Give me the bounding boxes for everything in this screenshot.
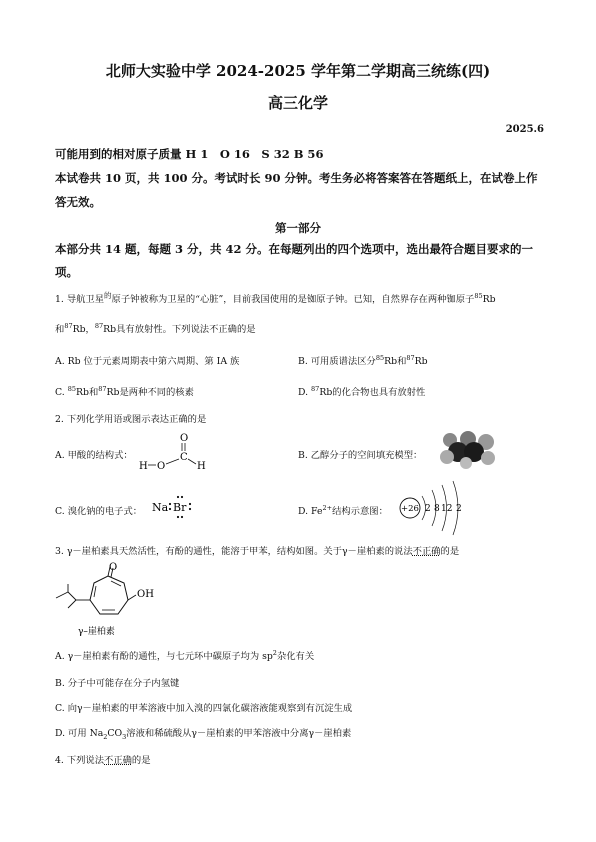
formula-subscript: 2 [103,732,108,741]
q1-optc-text: 是两种不同的核素 [119,387,194,398]
exam-notice-line1: 本试卷共 10 页，共 100 分。考试时长 90 分钟。考生务必将答案答在答题纸上，在试卷上作 [55,171,538,185]
isopropyl-bond [68,600,76,608]
electron-dot [177,516,179,518]
part1-heading: 第一部分 [275,221,321,235]
q3-not-emphasis: 不正确 [412,546,441,557]
rb-symbol: Rb [414,356,428,367]
q1-optd-text: 的化合物也具有放射性 [332,387,426,398]
q3-opta-text: A. γ－崖柏素有酚的通性，与七元环中碳原子均为 sp [55,651,273,662]
q4-stem-text: 4. 下列说法 [55,755,105,766]
q4-not-emphasis: 不正确 [104,755,132,766]
q1-iso-87: 87 [94,321,104,330]
q1-iso-85: 85 [67,384,76,393]
bromine-symbol: Br [173,501,187,514]
rb-symbol: Rb [72,324,86,335]
thujaplicin-structure [48,562,158,640]
q3-stem-text: 的是 [440,546,460,557]
ring-double-bond [94,586,96,597]
nucleus-charge: +26 [401,504,419,514]
rb-symbol: Rb [103,324,117,335]
atomic-mass-line: 可能用到的相对原子质量 H 1 O 16 S 32 B 56 [55,147,324,161]
q3-optd-text: CO [107,728,123,739]
q3-optd-text: 溶液和稀硫酸从γ－崖柏素的甲苯溶液中分离γ－崖柏素 [126,728,352,739]
isopropyl-bond [68,592,76,600]
q1-stem-part: 1. 导航卫星 [55,294,105,305]
formic-atom-h-left: H [139,461,148,472]
electron-dot [169,503,171,505]
rb-symbol: Rb [76,387,89,398]
q1-iso-85: 85 [474,291,483,300]
q1-iso-87: 87 [311,384,320,393]
q3-stem-text: 3. γ－崖柏素具天然活性，有酚的通性，能溶于甲苯，结构如图。关于γ－崖柏素的说法 [55,546,413,557]
shell-electron-count: 2 [425,504,431,514]
q2-option-b: B. 乙醇分子的空间填充模型： [298,450,423,461]
ring-double-bond [111,581,121,586]
q1-option-a: A. Rb 位于元素周期表中第六周期、第 IA 族 [55,356,240,367]
rb-symbol: Rb [482,294,496,305]
sp2-superscript: 2 [272,648,277,657]
nabr-electron-formula [150,490,198,522]
q3-option-b: B. 分子中可能存在分子内氢键 [55,678,180,689]
hydroxyl-bond [128,595,136,600]
shell-electron-count: 8 [434,504,440,514]
exam-title: 北师大实验中学 2024-2025 学年第二学期高三统练(四) [105,62,491,80]
formic-atom-h-right: H [197,461,206,472]
part1-instr-line1: 本部分共 14 题，每题 3 分，共 42 分。在每题列出的四个选项中，选出最符合题目要求的一 [55,242,534,256]
q2-option-c: C. 溴化钠的电子式： [55,506,143,517]
q3-option-c: C. 向γ－崖柏素的甲苯溶液中加入溴的四氯化碳溶液能观察到有沉淀生成 [55,703,353,714]
q2-option-d [298,503,388,517]
formic-atom-o-top: O [180,433,189,444]
q1-iso-87: 87 [98,384,107,393]
q1-comma: ， [85,324,95,335]
q2-option-a: A. 甲酸的结构式： [55,450,133,461]
q2-optd-text: D. Fe [298,506,323,517]
q1-stem-line1 [55,291,496,305]
q2-optd-text: 结构示意图： [332,506,388,517]
rb-symbol: Rb [319,387,333,398]
formic-atom-o-left: O [157,461,166,472]
seven-membered-ring [90,576,128,614]
isopropyl-bond [56,592,68,598]
q4-stem-text: 的是 [131,755,151,766]
q1-option-d [298,384,425,398]
q1-optc-text: C. [55,387,65,398]
q1-optb-text: B. 可用质谱法区分 [298,356,376,367]
rb-symbol: Rb [106,387,120,398]
q3-stem [55,543,459,557]
q1-stem-part: 具有放射性。下列说法不正确的是 [116,324,256,335]
exam-date: 2025.6 [505,124,544,135]
q1-and: 和 [88,387,99,398]
ethanol-space-filling-model [436,430,498,470]
shell-electron-count: 12 [441,504,453,514]
q1-option-c [55,384,194,398]
subject-title: 高三化学 [267,94,328,112]
electron-dot [177,496,179,498]
carbonyl-oxygen: O [109,562,118,573]
electron-dot [189,503,191,505]
hydroxyl-group: OH [137,589,154,600]
hydrogen-atom [460,457,472,469]
q4-stem [55,752,151,766]
q1-and: 和 [55,324,65,335]
electron-dot [181,516,183,518]
q3-opta-text: 杂化有关 [276,651,315,662]
electron-dot [169,508,171,510]
q1-iso-87: 87 [406,353,415,362]
hydrogen-atom [440,450,454,464]
formula-subscript: 3 [122,732,127,741]
q3-optd-text: D. 可用 Na [55,728,104,739]
bond-line [166,459,179,464]
q1-stem-line2 [55,321,256,335]
q1-iso-85: 85 [375,353,385,362]
formic-acid-structure [138,430,210,472]
exam-notice-line2: 答无效。 [55,195,101,209]
q3-option-a [55,648,314,662]
q1-option-b [298,353,428,367]
rb-symbol: Rb [384,356,398,367]
shell-electron-count: 2 [456,504,462,514]
fe2-structure-diagram [396,478,472,536]
electron-dot [181,496,183,498]
fe-charge: 2+ [322,503,333,512]
q2-stem: 2. 下列化学用语或图示表达正确的是 [55,414,207,425]
formic-atom-c: C [180,452,188,463]
electron-dot [189,508,191,510]
hydrogen-atom [481,451,495,465]
q1-optd-text: D. [298,387,309,398]
structure-label: γ–崖柏素 [78,627,115,637]
sodium-symbol: Na [152,501,169,514]
part1-instr-line2: 项。 [55,265,78,279]
q1-stem-part: 原子钟被称为卫星的“心脏”，目前我国使用的是铷原子钟。已知，自然界存在两种铷原子 [111,294,475,305]
q1-iso-87: 87 [64,321,73,330]
bond-line [188,459,196,464]
q3-option-d [55,725,351,739]
q1-stem-de: 的 [104,290,112,300]
q1-and: 和 [397,356,407,367]
